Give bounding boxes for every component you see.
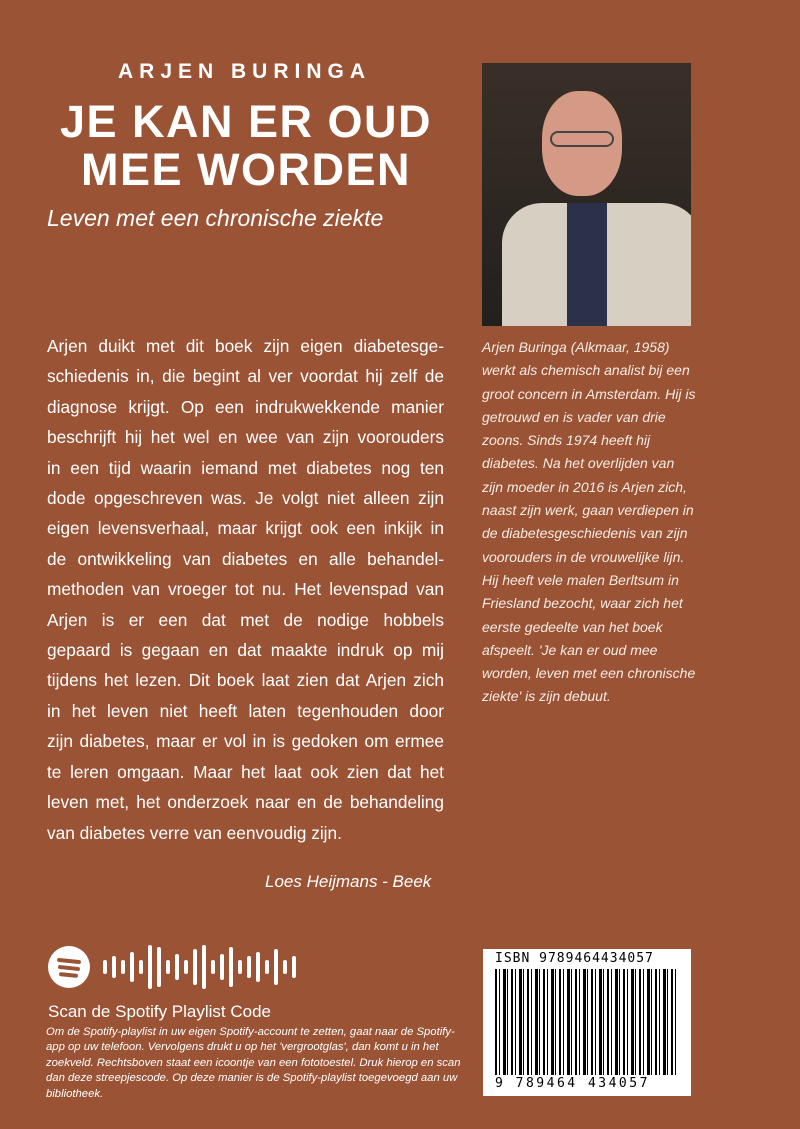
code-bar <box>139 960 143 973</box>
book-title <box>46 98 446 194</box>
spotify-title: Scan de Spotify Playlist Code <box>48 1002 272 1021</box>
blurb-line: in een tijd waarin iemand met diabetes nog ten <box>47 457 444 478</box>
blurb-text <box>47 331 444 848</box>
blurb-line: eigen levensverhaal, maar krijgt ook een inkijk in <box>47 518 444 539</box>
barcode-bars <box>495 969 679 1075</box>
code-bar <box>103 960 107 973</box>
code-bar <box>175 954 179 980</box>
blurb-line: schiedenis in, die begint al ver voordat hij zelf de <box>47 366 444 387</box>
code-bar <box>148 945 152 989</box>
code-bar <box>121 960 125 973</box>
code-bar <box>292 956 296 978</box>
code-bar <box>157 947 161 987</box>
blurb-line: de ontwikkeling van diabetes en alle behandel- <box>47 548 444 569</box>
code-bar <box>112 956 116 978</box>
code-bar <box>130 952 134 983</box>
code-bar <box>220 954 224 980</box>
spotify-code <box>103 945 296 989</box>
code-bar <box>283 960 287 973</box>
blurb-line: dode opgeschreven was. Je volgt niet alleen zijn <box>47 488 444 509</box>
code-bar <box>193 949 197 984</box>
code-bar <box>238 960 242 973</box>
code-bar <box>211 960 215 973</box>
blurb-line: in het leven niet heeft laten tegenhouden door <box>47 700 444 721</box>
title-line: MEE WORDEN <box>81 144 411 195</box>
author-bio: Arjen Buringa (Alkmaar, 1958) werkt als chemisch analist bij een groot concern in Amsterdam. Hij is getrouwd en is vader van drie zoons. Sinds 1974 heeft hij diabetes. Na het overlijden van zijn moeder in 2016 is Arjen zich, naast zijn werk, gaan verdiepen in de diabetesgeschiedenis van zijn voorouders in de vrouwelijke lijn. Hij heeft vele malen Berltsum in Friesland bezocht, waar zich het eerste gedeelte van het boek afspeelt. 'Je kan er oud mee worden, leven met een chronische ziekte' is zijn debuut. <box>482 339 696 705</box>
code-bar <box>229 947 233 987</box>
code-bar <box>265 960 269 973</box>
blurb-line: Arjen is er een dat met de nodige hobbels <box>47 609 444 630</box>
spotify-instructions: Om de Spotify-playlist in uw eigen Spotify-account te zetten, gaat naar de Spotify-app op uw telefoon. Vervolgens drukt u op het 'vergrootglas', dan komt u in het zoekveld. Rechtsboven staat een icoontje van een fototoestel. Druk hierop en scan dan deze streepjescode. Op deze manier is de Spotify-playlist toegevoegd aan uw bibliotheek. <box>46 1026 461 1100</box>
title-line: JE KAN ER OUD <box>59 96 433 147</box>
code-bar <box>256 952 260 983</box>
code-bar <box>274 949 278 984</box>
blurb-line: gepaard is gegaan en dat maakte indruk op mij <box>47 640 444 661</box>
blurb-line: methoden van vroeger tot nu. Het levenspad van <box>47 579 444 600</box>
spotify-icon <box>48 946 90 988</box>
code-bar <box>166 960 170 973</box>
blurb-line: tijdens het lezen. Dit boek laat zien dat Arjen zich <box>47 670 444 691</box>
blurb-signature: Loes Heijmans - Beek <box>265 872 432 891</box>
author-name: ARJEN BURINGA <box>118 60 372 83</box>
isbn-barcode <box>483 949 691 1096</box>
blurb-line: leven met, het onderzoek naar en de behandeling <box>47 792 444 813</box>
code-bar <box>184 960 188 973</box>
code-bar <box>202 945 206 989</box>
book-subtitle: Leven met een chronische ziekte <box>47 205 384 231</box>
code-bar <box>247 956 251 978</box>
blurb-line: beschrijft hij het wel en wee van zijn voorouders <box>47 427 444 448</box>
blurb-line: van diabetes verre van eenvoudig zijn. <box>47 822 342 843</box>
blurb-line: zijn diabetes, maar er vol in is gedoken om ermee <box>47 731 444 752</box>
blurb-line: te leren omgaan. Maar het laat ook zien dat het <box>47 761 444 782</box>
isbn-label: ISBN 9789464434057 <box>495 951 654 966</box>
barcode-digits: 9 789464 434057 <box>495 1076 650 1091</box>
blurb-line: diagnose krijgt. Op een indrukwekkende manier <box>47 396 444 417</box>
blurb-line: Arjen duikt met dit boek zijn eigen diabetesge- <box>47 336 444 356</box>
author-photo <box>482 63 691 326</box>
